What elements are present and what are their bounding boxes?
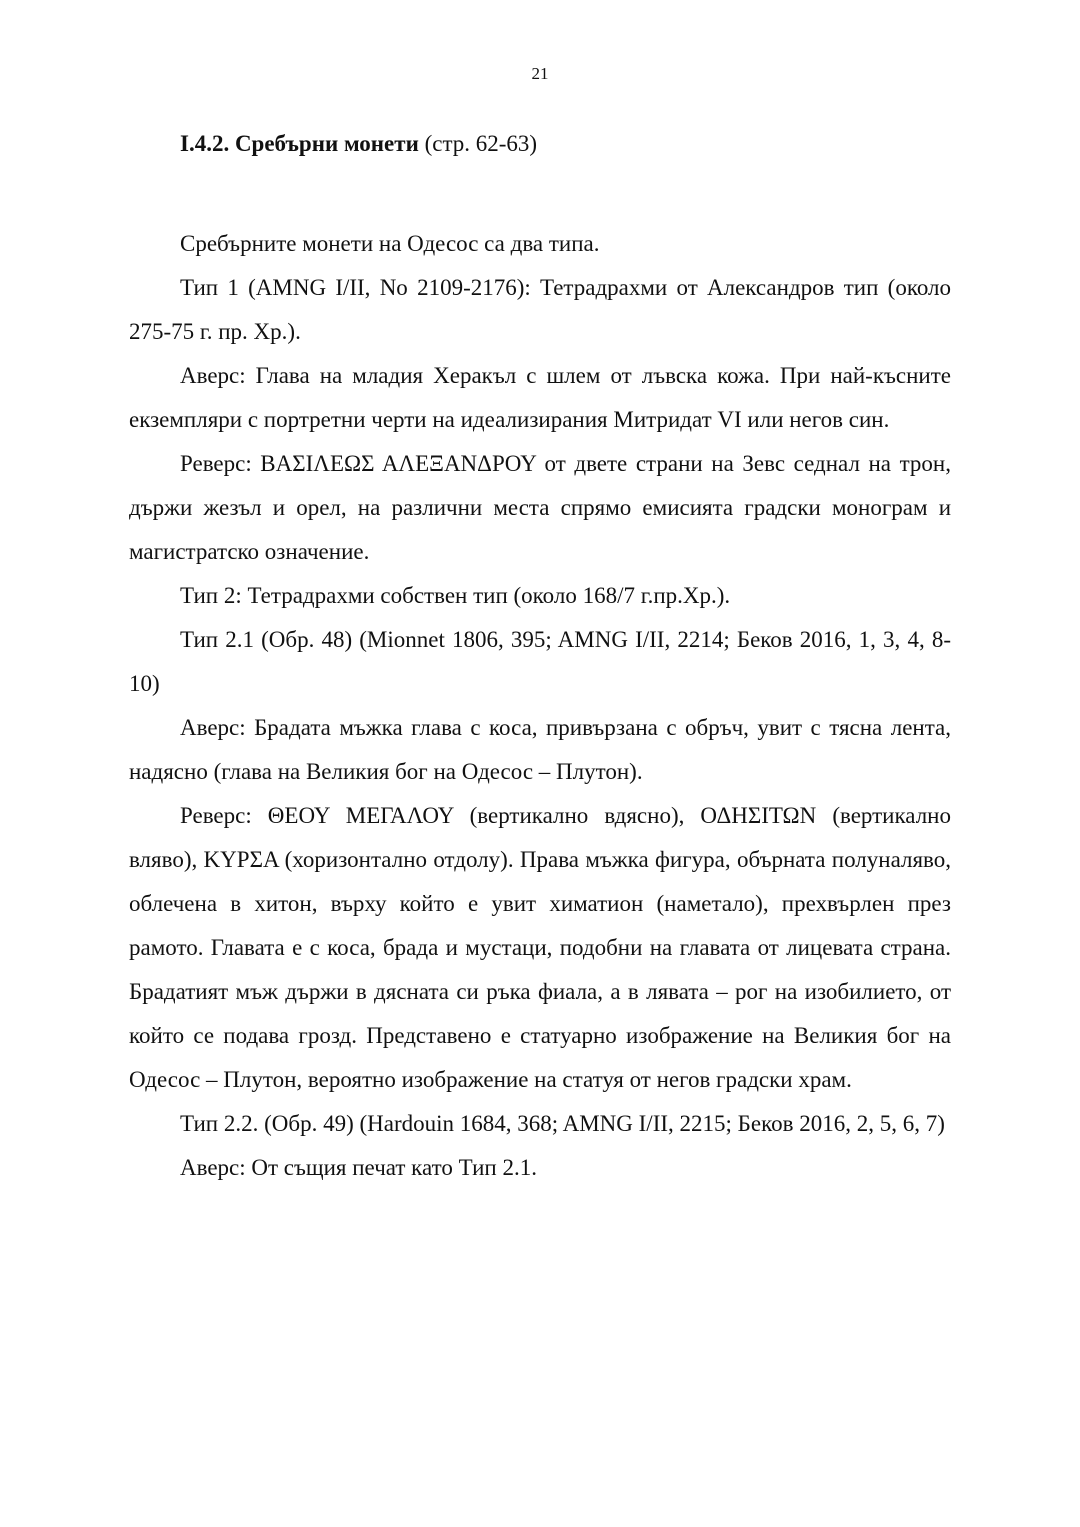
paragraph-type-1: Тип 1 (AMNG I/II, No 2109-2176): Тетрадрахми от Александров тип (около 275-75 г. пр. Хр.).	[129, 275, 951, 344]
paragraph-type-2-2-obverse: Аверс: От същия печат като Тип 2.1.	[180, 1155, 537, 1180]
paragraph-type-2: Тип 2: Тетрадрахми собствен тип (около 168/7 г.пр.Хр.).	[180, 583, 731, 608]
paragraph-type-2-1-reverse: Реверс: ΘΕΟΥ ΜΕΓΑΛΟΥ (вертикално вдясно), ΟΔΗΣΙΤΩΝ (вертикално вляво), ΚΥΡΣΑ (хоризонтално отдолу). Права мъжка фигура, обърната полуналяво, облечена в хитон, върху който е увит химатион (наметало), прехвърлен през рамото. Главата е с коса, брада и мустаци, подобни на главата от лицевата страна. Брадатият мъж държи в дясната си ръка фиала, а в лявата – рог на изобилието, от който се подава грозд. Представено е статуарно изображение на Великия бог на Одесос – Плутон, вероятно изображение на статуя от негов градски храм.	[129, 803, 951, 1092]
section-heading-pages: (стр. 62-63)	[418, 131, 538, 156]
paragraph-type-2-2: Тип 2.2. (Обр. 49) (Hardouin 1684, 368; AMNG I/II, 2215; Беков 2016, 2, 5, 6, 7)	[180, 1111, 945, 1136]
paragraph-type-2-1-obverse: Аверс: Брадата мъжка глава с коса, привързана с обръч, увит с тясна лента, надясно (глава на Великия бог на Одесос – Плутон).	[129, 715, 951, 784]
paragraph-type-2-1: Тип 2.1 (Обр. 48) (Mionnet 1806, 395; AMNG I/II, 2214; Беков 2016, 1, 3, 4, 8-10)	[129, 627, 951, 696]
body-text	[129, 222, 951, 1190]
section-heading-bold: I.4.2. Сребърни монети	[180, 131, 419, 156]
paragraph-type-1-obverse: Аверс: Глава на младия Херакъл с шлем от лъвска кожа. При най-късните екземпляри с портретни черти на идеализирания Митридат VI или негов син.	[129, 363, 951, 432]
section-heading	[180, 129, 537, 159]
paragraph-type-1-reverse: Реверс: ΒΑΣΙΛΕΩΣ ΑΛΕΞΑΝΔΡΟΥ от двете страни на Зевс седнал на трон, държи жезъл и орел, на различни места спрямо емисията градски монограм и магистратско означение.	[129, 451, 951, 564]
paragraph-intro: Сребърните монети на Одесос са два типа.	[180, 231, 600, 256]
page-number: 21	[531, 64, 549, 83]
